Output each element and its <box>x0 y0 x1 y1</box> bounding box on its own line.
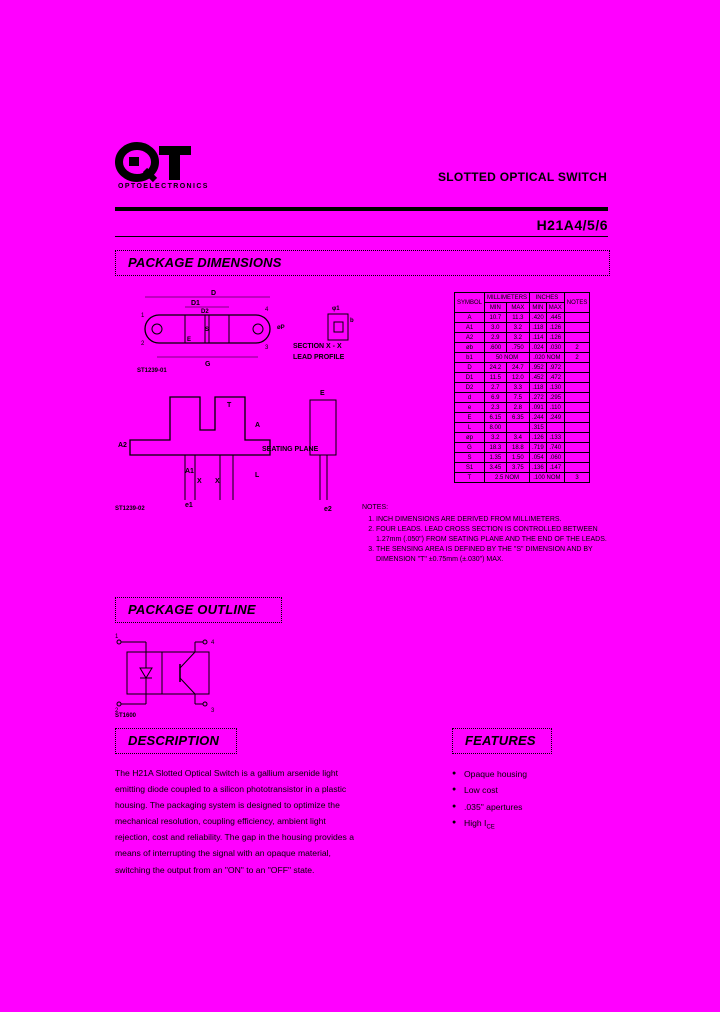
dim-l-label: L <box>255 472 260 479</box>
table-cell: 24.2 <box>485 363 507 373</box>
table-cell: 24.7 <box>506 363 529 373</box>
table-cell: øp <box>455 433 485 443</box>
table-cell: .110 <box>546 403 564 413</box>
table-cell: 2 <box>564 343 590 353</box>
table-cell: L <box>455 423 485 433</box>
table-cell: .452 <box>530 373 547 383</box>
table-cell: .126 <box>546 333 564 343</box>
table-cell: 2 <box>564 353 590 363</box>
table-cell: .024 <box>530 343 547 353</box>
table-cell: .972 <box>546 363 564 373</box>
table-cell: 2.7 <box>485 383 507 393</box>
table-cell <box>564 403 590 413</box>
table-row <box>455 413 590 423</box>
table-cell: 18.3 <box>485 443 507 453</box>
col-inches: INCHES <box>530 293 565 303</box>
table-cell: 2.9 <box>485 333 507 343</box>
table-cell: T <box>455 473 485 483</box>
table-cell: 2.5 NOM <box>485 473 530 483</box>
notes-heading: NOTES: <box>362 504 389 511</box>
table-cell: .118 <box>530 323 547 333</box>
table-row <box>455 373 590 383</box>
table-cell: G <box>455 443 485 453</box>
table-cell <box>564 383 590 393</box>
outline-schematic <box>115 632 235 712</box>
table-row <box>455 453 590 463</box>
outline-pin2: 2 <box>115 708 119 712</box>
table-cell <box>564 423 590 433</box>
table-cell: .600 <box>485 343 507 353</box>
table-cell: 3.2 <box>485 433 507 443</box>
dim-a-label: A <box>255 422 261 429</box>
dim-s-label: S <box>205 327 210 333</box>
table-cell: .136 <box>530 463 547 473</box>
outline-id: ST1600 <box>115 713 137 719</box>
table-row <box>455 423 590 433</box>
table-cell: 3.4 <box>506 433 529 443</box>
table-row <box>455 313 590 323</box>
table-cell <box>564 363 590 373</box>
table-cell: A1 <box>455 323 485 333</box>
table-cell: .100 NOM <box>530 473 565 483</box>
dim-d2-label: D2 <box>201 309 209 315</box>
table-cell <box>506 423 529 433</box>
table-cell: 2.3 <box>485 403 507 413</box>
table-cell: .750 <box>506 343 529 353</box>
table-cell <box>564 433 590 443</box>
outline-pin4: 4 <box>211 640 215 646</box>
section-title: PACKAGE OUTLINE <box>128 602 256 617</box>
table-cell: .020 NOM <box>530 353 565 363</box>
table-cell <box>564 313 590 323</box>
table-row <box>455 473 590 483</box>
pin4-label: 4 <box>265 307 269 313</box>
table-cell: 3.75 <box>506 463 529 473</box>
table-cell: 3.2 <box>506 323 529 333</box>
header-rule-thin <box>115 236 608 237</box>
top-view-drawing <box>115 285 300 375</box>
table-row <box>455 363 590 373</box>
table-cell <box>546 423 564 433</box>
table-cell <box>564 453 590 463</box>
dim-e2-label: e2 <box>324 506 332 513</box>
table-cell: 2.8 <box>506 403 529 413</box>
section-title: FEATURES <box>465 733 536 748</box>
table-cell: .114 <box>530 333 547 343</box>
col-notes: NOTES <box>564 293 590 313</box>
dim-b-label: b <box>350 318 354 324</box>
outline-pin1: 1 <box>115 634 119 640</box>
note-item: 3. THE SENSING AREA IS DEFINED BY THE "S" DIMENSION AND BY DIMENSION "T" ±0.75mm (±.030") MAX. <box>376 545 612 565</box>
table-cell <box>564 373 590 383</box>
table-cell: .118 <box>530 383 547 393</box>
table-row <box>455 353 590 363</box>
table-cell <box>564 413 590 423</box>
table-cell <box>564 393 590 403</box>
table-cell: 3.3 <box>506 383 529 393</box>
features-list <box>452 766 527 836</box>
table-cell: .126 <box>530 433 547 443</box>
table-cell: 50 NOM <box>485 353 530 363</box>
section-package-outline <box>115 597 282 623</box>
dim-x-label: X <box>197 478 202 485</box>
feature-item: ● Low cost <box>452 782 527 798</box>
table-cell: øb <box>455 343 485 353</box>
top-view-id: ST1239-01 <box>137 368 167 374</box>
col-millimeters: MILLIMETERS <box>485 293 530 303</box>
dim-d1-label: D1 <box>191 300 200 307</box>
table-cell: 7.5 <box>506 393 529 403</box>
table-cell: .445 <box>546 313 564 323</box>
feature-item: ● .035" apertures <box>452 799 527 815</box>
table-row <box>455 393 590 403</box>
section-label: SECTION X - X <box>293 343 342 350</box>
table-cell: .060 <box>546 453 564 463</box>
table-cell: .272 <box>530 393 547 403</box>
table-cell <box>564 323 590 333</box>
dim-p-label: øP <box>277 325 285 331</box>
dim-phi1-label: φ1 <box>332 306 340 312</box>
table-row <box>455 433 590 443</box>
table-cell: 11.3 <box>506 313 529 323</box>
table-row <box>455 383 590 393</box>
note-item: 2. FOUR LEADS. LEAD CROSS SECTION IS CONTROLLED BETWEEN 1.27mm (.050") FROM SEATING PLANE AND THE END OF THE LEADS. <box>376 525 612 545</box>
table-cell: D1 <box>455 373 485 383</box>
description-text: The H21A Slotted Optical Switch is a gallium arsenide light emitting diode coupled to a silicon phototransistor in a plastic housing. The packaging system is designed to optimize the mechanical resolution, coupling efficiency, ambient light rejection, cost and reliability. The gap in the housing provides a means of interrupting the signal with an opaque material, switching the output from an "ON" to an "OFF" state. <box>115 768 355 875</box>
table-row <box>455 343 590 353</box>
table-row <box>455 333 590 343</box>
table-cell: .952 <box>530 363 547 373</box>
table-cell: .249 <box>546 413 564 423</box>
col-mm-min: MIN <box>485 303 507 313</box>
document-title: SLOTTED OPTICAL SWITCH <box>438 170 608 184</box>
table-cell: S1 <box>455 463 485 473</box>
pin1-label: 1 <box>141 313 145 319</box>
dim-e-side-label: E <box>320 390 325 397</box>
table-cell: .054 <box>530 453 547 463</box>
table-cell: .719 <box>530 443 547 453</box>
table-row <box>455 463 590 473</box>
side-view-id: ST1239-02 <box>115 506 145 512</box>
table-cell: 1.35 <box>485 453 507 463</box>
table-cell: .472 <box>546 373 564 383</box>
logo-subtext: OPTOELECTRONICS <box>118 183 209 190</box>
col-in-max: MAX <box>546 303 564 313</box>
table-cell: .126 <box>546 323 564 333</box>
table-cell: 12.0 <box>506 373 529 383</box>
table-cell: D2 <box>455 383 485 393</box>
side-view-drawing <box>115 385 355 515</box>
table-cell: 6.9 <box>485 393 507 403</box>
table-cell: d <box>455 393 485 403</box>
dimensions-table-body <box>455 313 590 483</box>
seating-plane-label: SEATING PLANE <box>262 446 319 453</box>
table-cell: 1.50 <box>506 453 529 463</box>
pin3-label: 3 <box>265 345 269 351</box>
dimensions-table <box>454 292 590 483</box>
table-cell: .295 <box>546 393 564 403</box>
table-cell: S <box>455 453 485 463</box>
table-cell <box>564 333 590 343</box>
lead-profile-label: LEAD PROFILE <box>293 354 345 361</box>
table-row <box>455 323 590 333</box>
table-cell: .133 <box>546 433 564 443</box>
table-cell: 18.8 <box>506 443 529 453</box>
pin2-label: 2 <box>141 341 145 347</box>
table-cell: .130 <box>546 383 564 393</box>
table-cell: 3.2 <box>506 333 529 343</box>
feature-item: ● Opaque housing <box>452 766 527 782</box>
col-mm-max: MAX <box>506 303 529 313</box>
table-cell: 6.15 <box>485 413 507 423</box>
table-cell: E <box>455 413 485 423</box>
section-description <box>115 728 237 754</box>
table-cell: A <box>455 313 485 323</box>
dim-a2-label: A2 <box>118 442 127 449</box>
feature-high-label: High I <box>464 817 487 828</box>
table-cell: e <box>455 403 485 413</box>
dim-x2-label: X <box>215 478 220 485</box>
table-cell: 11.5 <box>485 373 507 383</box>
section-features <box>452 728 552 754</box>
table-cell: A2 <box>455 333 485 343</box>
feature-item-high-ice <box>452 815 527 836</box>
table-cell: .740 <box>546 443 564 453</box>
section-title: PACKAGE DIMENSIONS <box>128 255 282 270</box>
dim-a1-label: A1 <box>185 468 194 475</box>
note-item: 1. INCH DIMENSIONS ARE DERIVED FROM MILLIMETERS. <box>376 515 612 525</box>
outline-pin3: 3 <box>211 708 215 712</box>
notes-block <box>362 503 612 565</box>
table-cell: .030 <box>546 343 564 353</box>
table-cell: 6.35 <box>506 413 529 423</box>
table-cell: 3.45 <box>485 463 507 473</box>
dim-e-label: E <box>187 337 192 343</box>
section-title: DESCRIPTION <box>128 733 220 748</box>
header-rule <box>115 207 608 211</box>
table-cell <box>564 443 590 453</box>
table-cell: 10.7 <box>485 313 507 323</box>
lead-profile-drawing <box>290 300 370 345</box>
table-cell: .244 <box>530 413 547 423</box>
table-cell: 8.00 <box>485 423 507 433</box>
feature-high-sub: CE <box>486 824 495 831</box>
table-cell: .147 <box>546 463 564 473</box>
table-cell: .315 <box>530 423 547 433</box>
col-symbol: SYMBOL <box>455 293 485 313</box>
part-number: H21A4/5/6 <box>536 217 608 233</box>
table-cell: D <box>455 363 485 373</box>
section-package-dimensions <box>115 250 610 276</box>
dim-d-label: D <box>211 290 217 297</box>
table-row <box>455 443 590 453</box>
dim-g-label: G <box>205 361 211 368</box>
table-cell: .420 <box>530 313 547 323</box>
table-cell: 3.0 <box>485 323 507 333</box>
table-cell: 3 <box>564 473 590 483</box>
table-cell <box>564 463 590 473</box>
table-row <box>455 403 590 413</box>
dim-t-label: T <box>227 402 232 409</box>
dim-e1-label: e1 <box>185 502 193 509</box>
col-in-min: MIN <box>530 303 547 313</box>
table-cell: b1 <box>455 353 485 363</box>
table-cell: .091 <box>530 403 547 413</box>
